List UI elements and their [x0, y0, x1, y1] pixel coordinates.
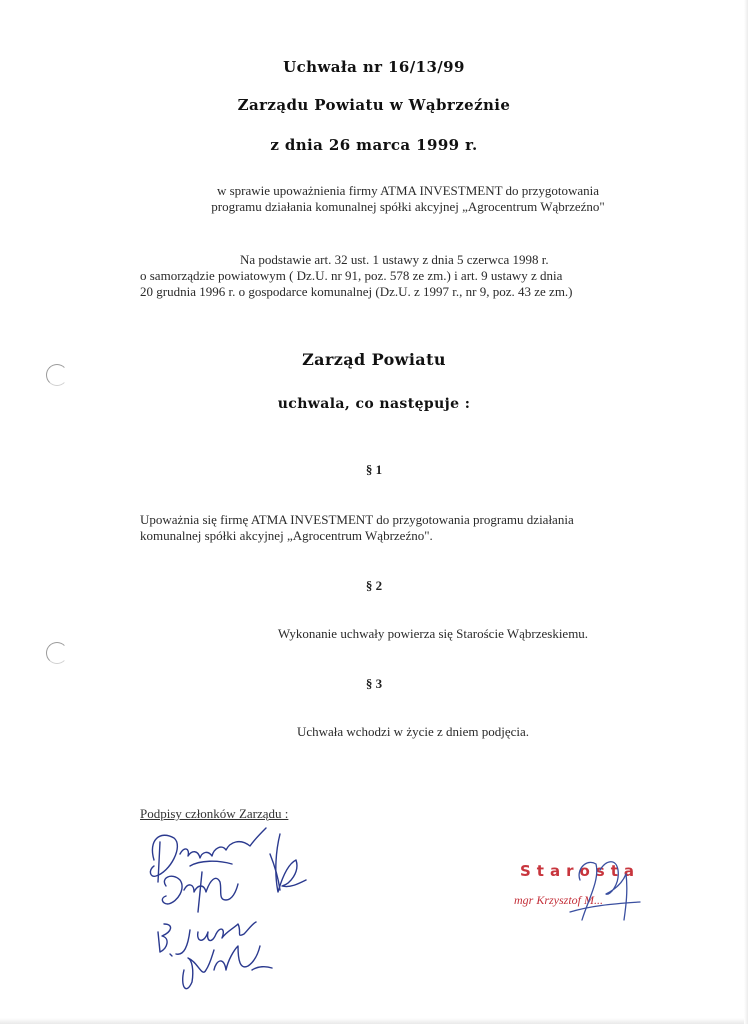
page-bottom-edge [0, 1018, 748, 1024]
legal-basis-line-3: 20 grudnia 1996 r. o gospodarce komunalnej (Dz.U. z 1997 r., nr 9, poz. 43 ze zm.) [140, 284, 573, 299]
board-member-signatures [140, 820, 310, 1000]
section-1-line-1: Upoważnia się firmę ATMA INVESTMENT do przygotowania programu działania [140, 512, 574, 527]
resolution-date: z dnia 26 marca 1999 r. [270, 136, 478, 154]
signatures-label: Podpisy członków Zarządu : [140, 806, 289, 821]
subject-line-2: programu działania komunalnej spółki akcyjnej „Agrocentrum Wąbrzeźno" [211, 199, 605, 214]
starosta-signature [560, 850, 670, 940]
section-2-text: Wykonanie uchwały powierza się Staroście Wąbrzeskiemu. [277, 626, 589, 641]
page-right-edge [744, 0, 748, 1024]
section-2-label: § 2 [365, 578, 383, 593]
starosta-stamp-title: Starosta [520, 862, 641, 880]
section-1-label: § 1 [365, 462, 383, 477]
resolution-number: Uchwała nr 16/13/99 [283, 58, 465, 76]
legal-basis-line-1: Na podstawie art. 32 ust. 1 ustawy z dnia 5 czerwca 1998 r. [240, 252, 549, 267]
legal-basis-line-2: o samorządzie powiatowym ( Dz.U. nr 91, poz. 578 ze zm.) i art. 9 ustawy z dnia [140, 268, 563, 283]
section-3-text: Uchwała wchodzi w życie z dniem podjęcia. [296, 724, 530, 739]
binder-hole-bottom [46, 642, 68, 664]
subject-line-1: w sprawie upoważnienia firmy ATMA INVESTMENT do przygotowania [216, 183, 600, 198]
body-heading: Zarząd Powiatu [302, 350, 446, 369]
starosta-stamp-name: mgr Krzysztof M... [514, 893, 604, 907]
section-3-label: § 3 [365, 676, 383, 691]
binder-hole-top [46, 364, 68, 386]
board-name: Zarządu Powiatu w Wąbrzeźnie [237, 96, 511, 114]
section-1-line-2: komunalnej spółki akcyjnej „Agrocentrum Wąbrzeźno". [140, 528, 433, 543]
body-subheading: uchwala, co następuje : [277, 396, 471, 412]
